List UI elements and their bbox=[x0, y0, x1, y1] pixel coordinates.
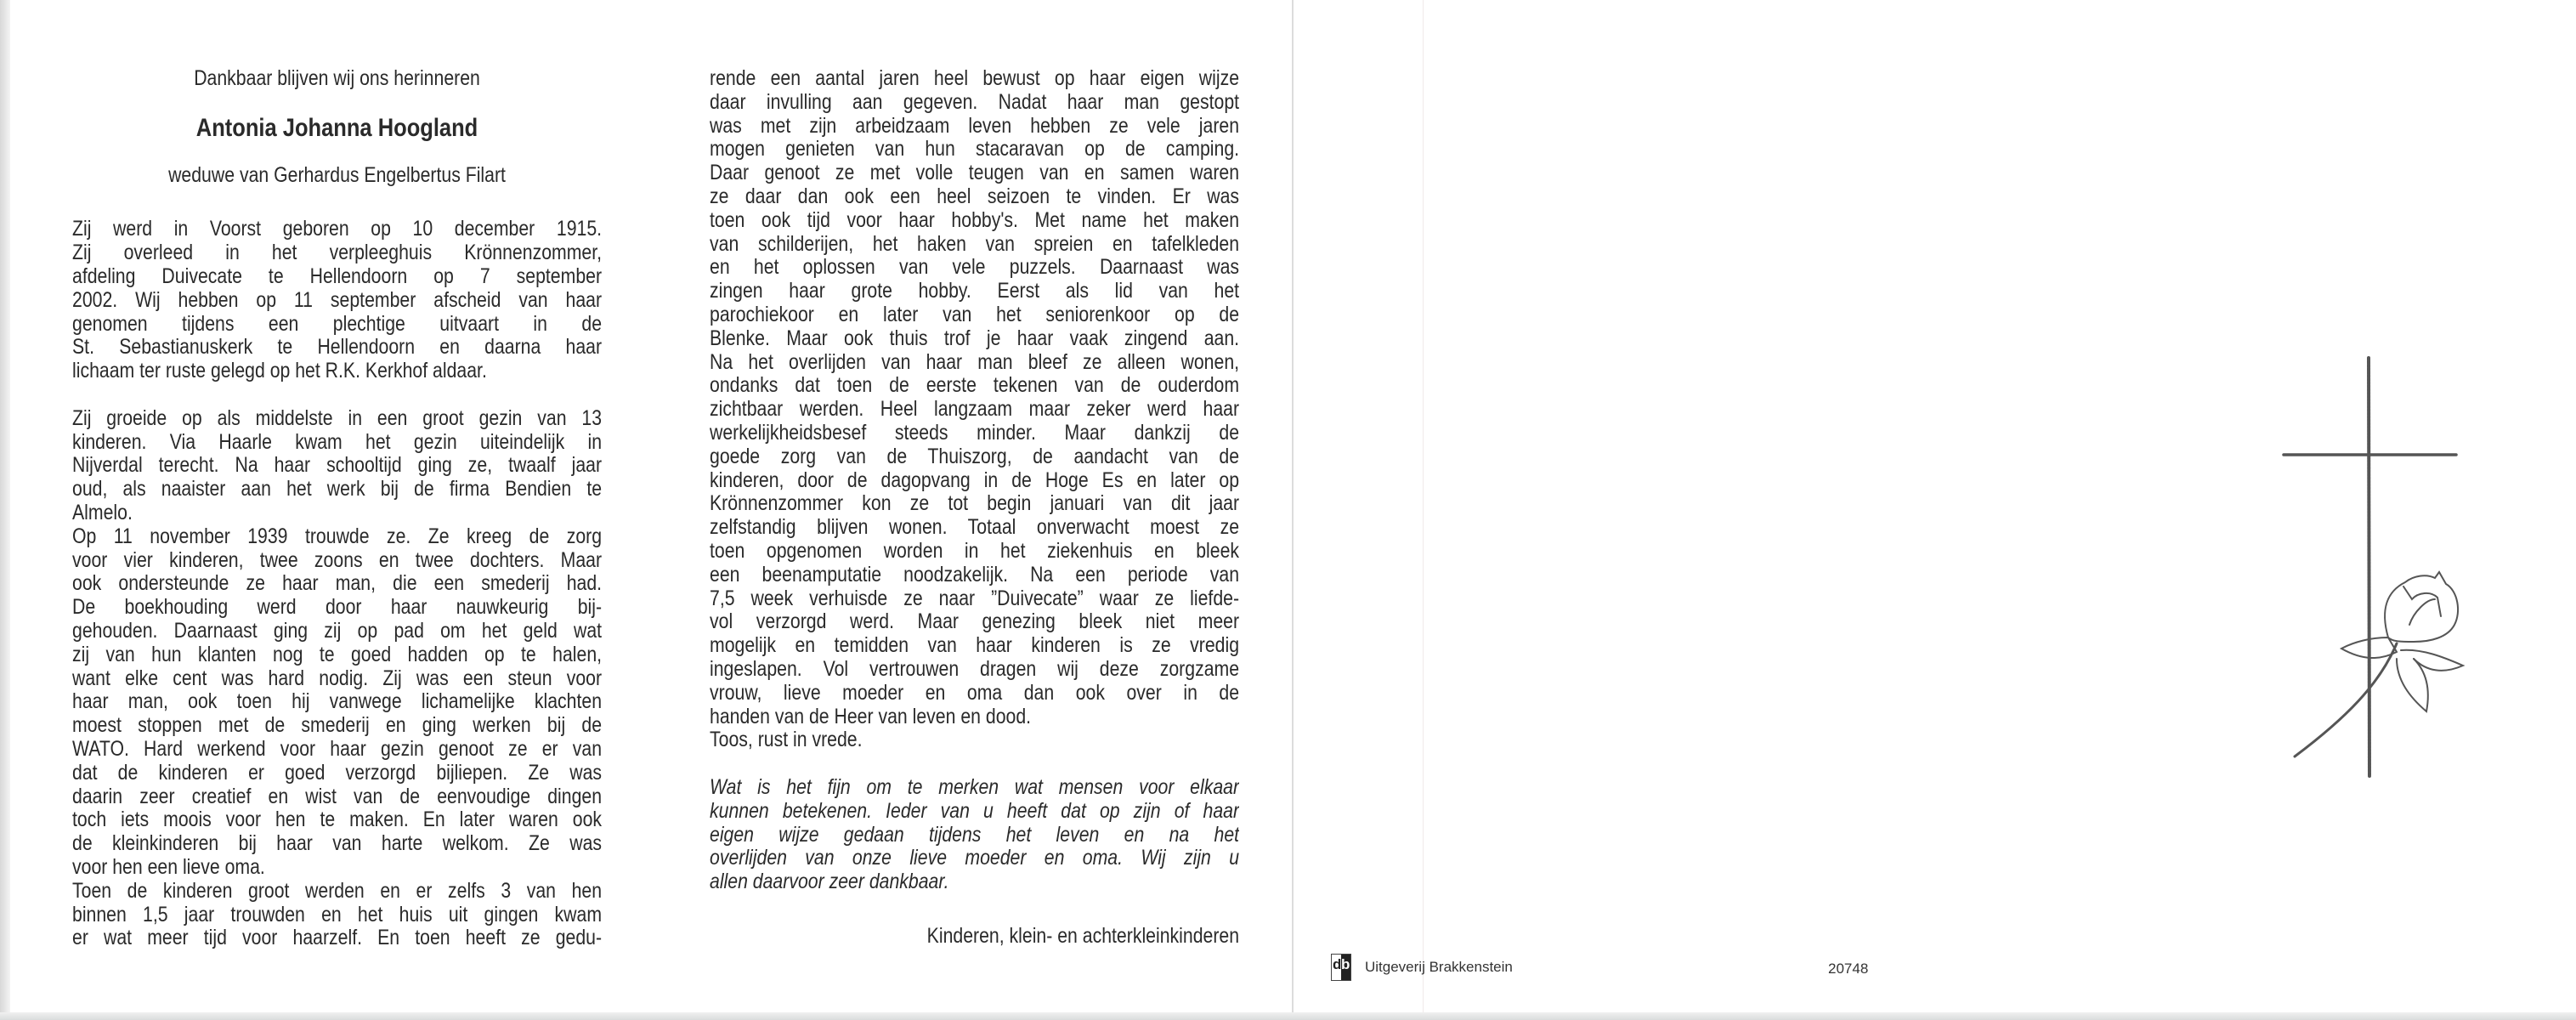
text-line: oud, als naaister aan het werk bij de firma Bendien te bbox=[72, 478, 603, 502]
text-line: zichtbaar werden. Heel langzaam maar zeker werd haar bbox=[710, 398, 1240, 422]
text-line: daarin zeer creatief en wist van de eenvoudige dingen bbox=[72, 785, 603, 808]
publisher-imprint bbox=[1331, 954, 1513, 981]
publisher-name: Uitgeverij Brakkenstein bbox=[1365, 959, 1513, 975]
text-line: Na het overlijden van haar man bleef ze alleen wonen, bbox=[710, 350, 1240, 374]
biography-continued bbox=[710, 67, 1239, 949]
text-line: rende een aantal jaren heel bewust op haar eigen wijze bbox=[710, 67, 1240, 90]
text-line: WATO. Hard werkend voor haar gezin genoot ze er van bbox=[72, 737, 603, 761]
text-line: toch iets moois voor hen te maken. En later waren ook bbox=[72, 808, 603, 832]
text-line: Zij overleed in het verpleeghuis Krönnenzommer, bbox=[72, 241, 603, 265]
paragraph bbox=[710, 67, 1239, 728]
text-line: vol verzorgd werd. Maar genezing bleek niet meer bbox=[710, 610, 1240, 634]
text-line: zij van hun klanten nog te goed hadden op te halen, bbox=[72, 643, 603, 666]
widow-of: weduwe van Gerhardus Engelbertus Filart bbox=[168, 162, 506, 187]
cross-with-rose-illustration bbox=[2261, 344, 2482, 786]
text-line: 7,5 week verhuisde ze naar ”Duivecate” waar ze liefde- bbox=[710, 586, 1240, 610]
text-line: De boekhouding werd door haar nauwkeurig bij- bbox=[72, 596, 603, 620]
text-line: Kinderen, klein- en achterkleinkinderen bbox=[926, 924, 1240, 949]
text-line: kunnen betekenen. Ieder van u heeft dat op zijn of haar bbox=[710, 799, 1240, 823]
biography-text bbox=[72, 218, 602, 950]
paragraph bbox=[72, 218, 602, 383]
text-line: ondanks dat toen de eerste tekenen van de ouderdom bbox=[710, 374, 1240, 398]
rose-icon bbox=[2295, 572, 2463, 756]
middle-page bbox=[710, 67, 1239, 949]
text-line: werkelijkheidsbesef steeds minder. Maar dankzij de bbox=[710, 421, 1240, 445]
text-line: handen van de Heer van leven en dood. bbox=[710, 704, 1032, 728]
text-line: de kleinkinderen bij haar van harte welkom. Ze was bbox=[72, 832, 603, 856]
text-line: Toos, rust in vrede. bbox=[710, 728, 863, 752]
text-line: Op 11 november 1939 trouwde ze. Ze kreeg de zorg bbox=[72, 524, 603, 548]
card-number: 20748 bbox=[1828, 960, 1869, 977]
text-line: zingen haar grote hobby. Eerst als lid van het bbox=[710, 280, 1240, 303]
left-page bbox=[72, 67, 602, 950]
text-line: was met zijn arbeidzaam leven hebben ze vele jaren bbox=[710, 114, 1240, 138]
paragraph-gap bbox=[710, 752, 1239, 776]
paragraph-gap bbox=[710, 894, 1239, 925]
intro-text: Dankbaar blijven wij ons herinneren bbox=[194, 66, 480, 90]
text-line: toen ook tijd voor haar hobby's. Met name het maken bbox=[710, 208, 1240, 232]
text-line: 2002. Wij hebben op 11 september afscheid van haar bbox=[72, 288, 603, 312]
text-line: een beenamputatie noodzakelijk. Na een periode van bbox=[710, 563, 1240, 586]
text-line: mogen genieten van hun stacaravan op de camping. bbox=[710, 138, 1240, 162]
paragraph bbox=[72, 525, 602, 880]
faint-fold-line bbox=[1423, 0, 1424, 1013]
text-line: Almelo. bbox=[72, 500, 133, 524]
text-line: allen daarvoor zeer dankbaar. bbox=[710, 870, 949, 894]
text-line: lichaam ter ruste gelegd op het R.K. Kerkhof aldaar. bbox=[72, 359, 487, 383]
text-line: kinderen. Via Haarle kwam het gezin uiteindelijk in bbox=[72, 430, 603, 454]
text-line: ook ondersteunde ze haar man, die een smederij had. bbox=[72, 572, 603, 596]
text-line: afdeling Duivecate te Hellendoorn op 7 september bbox=[72, 264, 603, 288]
publisher-logo: d b bbox=[1331, 954, 1351, 981]
text-line: van schilderijen, het haken van spreien en tafelkleden bbox=[710, 232, 1240, 256]
text-line: Zij werd in Voorst geboren op 10 december 1915. bbox=[72, 218, 603, 241]
paragraph bbox=[710, 776, 1239, 894]
text-line: kinderen, door de dagopvang in de Hoge Es en later op bbox=[710, 468, 1240, 492]
paragraph bbox=[72, 407, 602, 525]
paragraph bbox=[710, 925, 1239, 949]
text-line: Zij groeide op als middelste in een groot gezin van 13 bbox=[72, 406, 603, 430]
text-line: mogelijk en temidden van haar kinderen is ze vredig bbox=[710, 634, 1240, 658]
scan-edge-bottom bbox=[0, 1012, 2576, 1020]
scan-edge-left bbox=[0, 0, 10, 1020]
deceased-name: Antonia Johanna Hoogland bbox=[195, 113, 478, 142]
text-line: ze daar dan ook een heel seizoen te vinden. Er was bbox=[710, 184, 1240, 208]
text-line: moest stoppen met de smederij en ging werken bij de bbox=[72, 714, 603, 738]
text-line: daar invulling aan gegeven. Nadat haar man gestopt bbox=[710, 90, 1240, 114]
text-line: want elke cent was hard nodig. Zij was een steun voor bbox=[72, 666, 603, 690]
text-line: Blenke. Maar ook thuis trof je haar vaak zingend aan. bbox=[710, 326, 1240, 350]
text-line: binnen 1,5 jaar trouwden en het huis uit gingen kwam bbox=[72, 903, 603, 926]
text-line: haar man, ook toen hij vanwege lichamelijke klachten bbox=[72, 690, 603, 714]
text-line: voor hen een lieve oma. bbox=[72, 854, 265, 879]
paragraph bbox=[72, 880, 602, 950]
text-line: zelfstandig blijven wonen. Totaal onverwacht moest ze bbox=[710, 516, 1240, 540]
text-line: overlijden van onze lieve moeder en oma. Wij zijn u bbox=[710, 847, 1240, 870]
text-line: Daar genoot ze met volle teugen van en samen waren bbox=[710, 162, 1240, 185]
text-line: Wat is het fijn om te merken wat mensen voor elkaar bbox=[710, 775, 1240, 799]
text-line: parochiekoor en later van het seniorenkoor op de bbox=[710, 303, 1240, 326]
text-line: Toen de kinderen groot werden en er zelfs 3 van hen bbox=[72, 879, 603, 903]
text-line: St. Sebastianuskerk te Hellendoorn en daarna haar bbox=[72, 336, 603, 360]
text-line: voor vier kinderen, twee zoons en twee dochters. Maar bbox=[72, 548, 603, 572]
paragraph bbox=[710, 728, 1239, 752]
text-line: gehouden. Daarnaast ging zij op pad om het geld wat bbox=[72, 619, 603, 643]
text-line: en het oplossen van vele puzzels. Daarnaast was bbox=[710, 256, 1240, 280]
text-line: dat de kinderen er goed verzorgd bijliepen. Ze was bbox=[72, 761, 603, 785]
text-line: eigen wijze gedaan tijdens het leven en na het bbox=[710, 823, 1240, 847]
card-fold bbox=[1292, 0, 1294, 1013]
text-line: ingeslapen. Vol vertrouwen dragen wij deze zorgzame bbox=[710, 657, 1240, 681]
text-line: genomen tijdens een plechtige uitvaart in de bbox=[72, 312, 603, 336]
paragraph-gap bbox=[72, 383, 602, 407]
text-line: er wat meer tijd voor haarzelf. En toen heeft ze gedu- bbox=[72, 926, 603, 950]
text-line: Nijverdal terecht. Na haar schooltijd ging ze, twaalf jaar bbox=[72, 454, 603, 478]
text-line: vrouw, lieve moeder en oma dan ook over in de bbox=[710, 681, 1240, 705]
text-line: toen opgenomen worden in het ziekenhuis en bleek bbox=[710, 539, 1240, 563]
text-line: Krönnenzommer kon ze tot begin januari van dit jaar bbox=[710, 492, 1240, 516]
text-line: goede zorg van de Thuiszorg, de aandacht van de bbox=[710, 445, 1240, 468]
